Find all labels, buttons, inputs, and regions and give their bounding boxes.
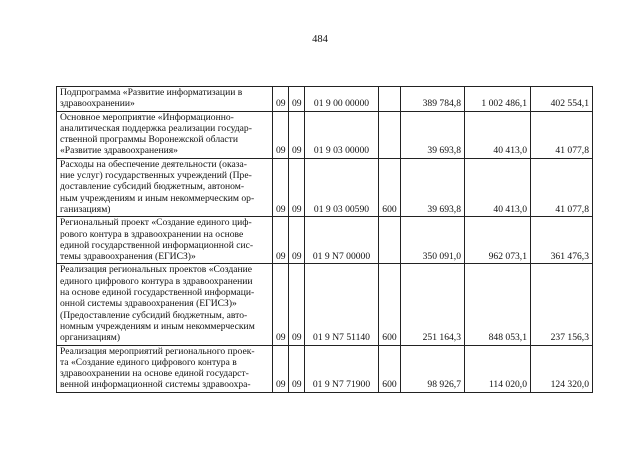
- target-article-code: 01 9 03 00000: [305, 111, 379, 158]
- amount-year-1: 98 926,7: [401, 345, 465, 392]
- section-code: 09: [273, 217, 289, 264]
- row-name-cell: [57, 111, 273, 158]
- amount-year-2: 1 002 486,1: [465, 87, 531, 112]
- section-code: 09: [273, 345, 289, 392]
- row-name: Реализация мероприятий регионального проек- та «Создание единого цифрового контура в здравоохранении на основе единой государст- венной информационной системы здравоохра-: [60, 345, 255, 391]
- subsection-code: 09: [289, 87, 305, 112]
- subsection-code: 09: [289, 111, 305, 158]
- expense-type-code: [379, 111, 401, 158]
- amount-year-2: 848 053,1: [465, 264, 531, 345]
- section-code: 09: [273, 264, 289, 345]
- table-row: [57, 158, 593, 216]
- row-name: Подпрограмма «Развитие информатизации в здравоохранении»: [60, 87, 243, 110]
- amount-year-3: 402 554,1: [531, 87, 593, 112]
- section-code: 09: [273, 87, 289, 112]
- subsection-code: 09: [289, 264, 305, 345]
- row-name-cell: [57, 87, 273, 112]
- target-article-code: 01 9 N7 51140: [305, 264, 379, 345]
- row-name: Основное мероприятие «Информационно- аналитическая поддержка реализации государ- ственной программы Воронежской области «Развитие здравоохранения»: [60, 111, 252, 157]
- amount-year-3: 237 156,3: [531, 264, 593, 345]
- subsection-code: 09: [289, 158, 305, 216]
- amount-year-1: 251 164,3: [401, 264, 465, 345]
- row-name: Реализация региональных проектов «Создание единого цифрового контура в здравоохранении на основе единой государственной информаци- онной системы здравоохранения (ЕГИСЗ)» (Предоставление субсидий бюджетным, авто- номным учреждениям и иным некоммерческим организациям): [60, 264, 255, 344]
- expense-type-code: 600: [379, 264, 401, 345]
- table-row: [57, 345, 593, 392]
- amount-year-3: 361 476,3: [531, 217, 593, 264]
- expense-type-code: [379, 87, 401, 112]
- target-article-code: 01 9 03 00590: [305, 158, 379, 216]
- amount-year-3: 41 077,8: [531, 111, 593, 158]
- amount-year-2: 962 073,1: [465, 217, 531, 264]
- table-row: [57, 111, 593, 158]
- row-name: Расходы на обеспечение деятельности (оказа- ние услуг) государственных учреждений (Пре- доставление субсидий бюджетным, автоном- ным учреждениям и иным некоммерческим ор- ганизациям): [60, 158, 255, 215]
- row-name: Региональный проект «Создание единого циф- рового контура в здравоохранении на основе единой государственной информационной сис- темы здравоохранения (ЕГИСЗ)»: [60, 217, 254, 263]
- expense-type-code: 600: [379, 345, 401, 392]
- row-name-cell: [57, 217, 273, 264]
- section-code: 09: [273, 158, 289, 216]
- amount-year-2: 114 020,0: [465, 345, 531, 392]
- amount-year-3: 41 077,8: [531, 158, 593, 216]
- table-row: [57, 87, 593, 112]
- target-article-code: 01 9 N7 00000: [305, 217, 379, 264]
- row-name-cell: [57, 345, 273, 392]
- budget-table: [56, 86, 593, 393]
- subsection-code: 09: [289, 345, 305, 392]
- row-name-cell: [57, 158, 273, 216]
- expense-type-code: [379, 217, 401, 264]
- amount-year-3: 124 320,0: [531, 345, 593, 392]
- subsection-code: 09: [289, 217, 305, 264]
- page-number: 484: [312, 34, 328, 45]
- table-row: [57, 264, 593, 345]
- amount-year-1: 39 693,8: [401, 111, 465, 158]
- amount-year-1: 39 693,8: [401, 158, 465, 216]
- expense-type-code: 600: [379, 158, 401, 216]
- target-article-code: 01 9 00 00000: [305, 87, 379, 112]
- budget-table-body: [57, 87, 593, 393]
- amount-year-2: 40 413,0: [465, 158, 531, 216]
- amount-year-2: 40 413,0: [465, 111, 531, 158]
- target-article-code: 01 9 N7 71900: [305, 345, 379, 392]
- amount-year-1: 389 784,8: [401, 87, 465, 112]
- amount-year-1: 350 091,0: [401, 217, 465, 264]
- row-name-cell: [57, 264, 273, 345]
- table-row: [57, 217, 593, 264]
- section-code: 09: [273, 111, 289, 158]
